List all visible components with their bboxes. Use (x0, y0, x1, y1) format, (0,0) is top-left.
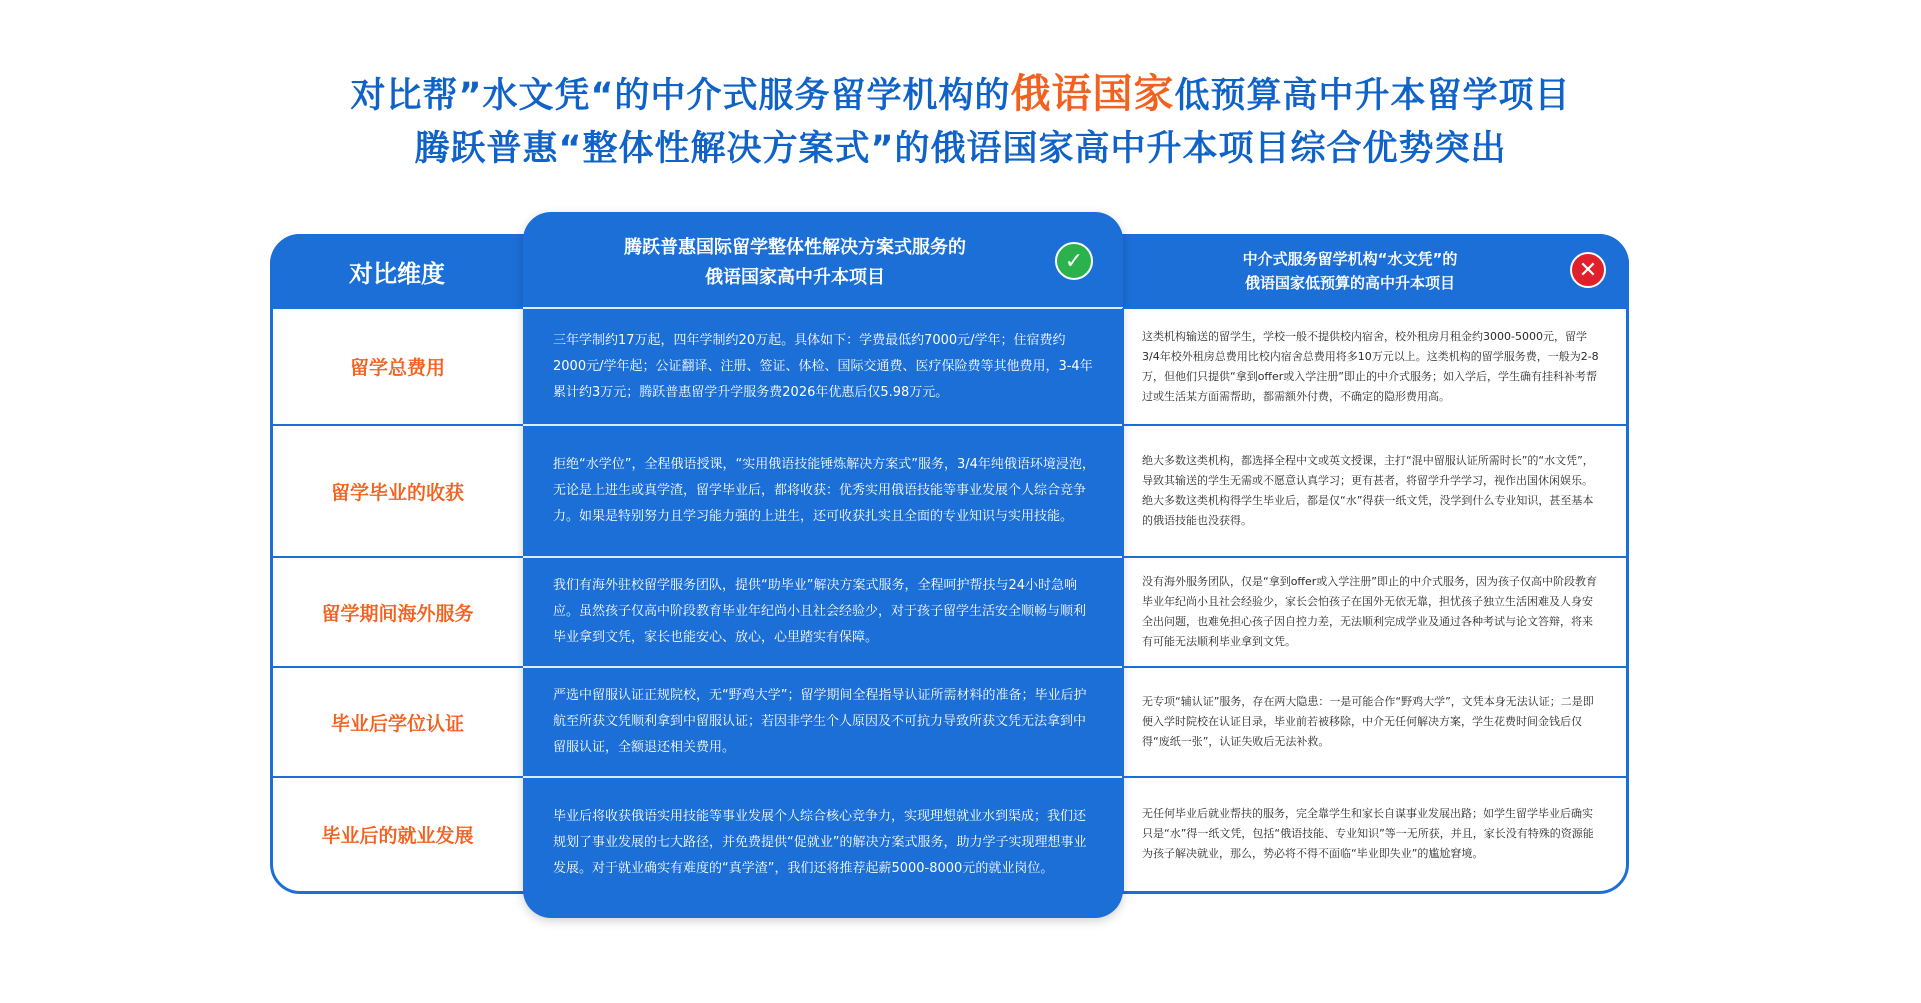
competitor-cell-text: 这类机构输送的留学生，学校一般不提供校内宿舍，校外租房月租金约3000-5000元，留学3/4年校外租房总费用比校内宿舍总费用将多10万元以上。这类机构的留学服务费，一般为2-8万，但他们只提供“拿到offer或入学注册”即止的中介式服务；如入学后，学生确有挂科补考帮过或生活某方面需帮助，都需额外付费，不确定的隐形费用高。 (1142, 329, 1599, 403)
competitor-cell-text: 无任何毕业后就业帮扶的服务，完全靠学生和家长自谋事业发展出路；如学生留学毕业后确实只是“水”得一纸文凭，包括“俄语技能、专业知识”等一无所获，并且，家长没有特殊的资源能为孩子解决就业，那么，势必将不得不面临“毕业即失业”的尴尬窘境。 (1142, 807, 1594, 860)
competitor-cell (1142, 778, 1602, 890)
tengyue-cell-text: 严选中留服认证正规院校，无“野鸡大学”；留学期间全程指导认证所需材料的准备；毕业后护航至所获文凭顺利拿到中留服认证；若因非学生个人原因及不可抗力导致所获文凭无法拿到中留服认证，全额退还相关费用。 (553, 688, 1087, 755)
tengyue-cell (553, 778, 1098, 908)
tengyue-cell (553, 426, 1098, 556)
dimension-cell: 留学毕业的收获 (330, 481, 464, 504)
dimension-cell: 留学总费用 (349, 357, 445, 379)
competitor-cell-text: 没有海外服务团队，仅是“拿到offer或入学注册”即止的中介式服务，因为孩子仅高中阶段教育毕业年纪尚小且社会经验少，家长会怕孩子在国外无依无靠，担忧孩子独立生活困难及人身安全出问题，也难免担心孩子因自控力差，无法顺利完成学业及通过各种考试与论文答辩，将来有可能无法顺利毕业拿到文凭。 (1142, 575, 1597, 648)
competitor-cell-text: 绝大多数这类机构，都选择全程中文或英文授课，主打“混中留服认证所需时长”的“水文凭”，导致其输送的学生无需或不愿意认真学习；更有甚者，将留学升学学习，视作出国休闲娱乐。绝大多数这类机构得学生毕业后，都是仅“水”得获一纸文凭，没学到什么专业知识，甚至基本的俄语技能也没获得。 (1142, 454, 1594, 527)
title-line1-post: 低预算高中升本留学项目 (1174, 76, 1571, 116)
check-circle-icon: ✓ (1055, 242, 1093, 280)
page-title-line1 (0, 62, 1921, 119)
competitor-cell-text: 无专项“辅认证”服务，存在两大隐患：一是可能合作“野鸡大学”，文凭本身无法认证；二是即便入学时院校在认证目录，毕业前若被移除，中介无任何解决方案，学生花费时间金钱后仅得“废纸一张”，认证失败后无法补救。 (1142, 695, 1594, 748)
competitor-cell (1142, 668, 1602, 776)
competitor-cell (1142, 309, 1602, 424)
cross-circle-icon: ✕ (1570, 252, 1606, 288)
column-divider (1122, 308, 1124, 892)
tengyue-cell-text: 拒绝“水学位”，全程俄语授课，“实用俄语技能锤炼解决方案式”服务，3/4年纯俄语环境浸泡，无论是上进生或真学渣，留学毕业后，都将收获：优秀实用俄语技能等事业发展个人综合竞争力。如果是特别努力且学习能力强的上进生，还可收获扎实且全面的专业知识与实用技能。 (553, 457, 1095, 524)
header-competitor-text: 中介式服务留学机构“水文凭”的 俄语国家低预算的高中升本项目 (1242, 250, 1458, 292)
title-line1-pre: 对比帮”水文凭“的中介式服务留学机构的 (350, 76, 1011, 116)
title-line1-highlight: 俄语国家 (1010, 71, 1175, 117)
competitor-cell (1142, 426, 1602, 556)
tengyue-cell-text: 我们有海外驻校留学服务团队，提供“助毕业”解决方案式服务，全程呵护帮扶与24小时急响应。虽然孩子仅高中阶段教育毕业年纪尚小且社会经验少，对于孩子留学生活安全顺畅与顺利毕业拿到文凭，家长也能安心、放心，心里踏实有保障。 (553, 578, 1087, 645)
dimension-cell: 毕业后学位认证 (330, 712, 464, 735)
competitor-cell (1142, 558, 1602, 666)
page-title-line2: 腾跃普惠“整体性解决方案式”的俄语国家高中升本项目综合优势突出 (414, 129, 1507, 169)
dimension-cell: 毕业后的就业发展 (321, 824, 474, 847)
header-tengyue (560, 226, 1030, 300)
tengyue-cell (553, 558, 1098, 666)
header-dimension: 对比维度 (349, 259, 445, 288)
tengyue-cell-text: 三年学制约17万起，四年学制约20万起。具体如下：学费最低约7000元/学年；住宿费约2000元/学年起；公证翻译、注册、签证、体检、国际交通费、医疗保险费等其他费用，3-4年累计约3万元；腾跃普惠留学升学服务费2026年优惠后仅5.98万元。 (553, 332, 1093, 400)
header-competitor (1130, 234, 1570, 308)
dimension-cell: 留学期间海外服务 (321, 602, 474, 625)
tengyue-cell (553, 668, 1098, 776)
tengyue-cell (553, 309, 1098, 424)
tengyue-cell-text: 毕业后将收获俄语实用技能等事业发展个人综合核心竞争力，实现理想就业水到渠成；我们还规划了事业发展的七大路径，并免费提供“促就业”的解决方案式服务，助力学子实现理想事业发展。对于就业确实有难度的“真学渣”，我们还将推荐起薪5000-8000元的就业岗位。 (553, 809, 1087, 876)
header-tengyue-text: 腾跃普惠国际留学整体性解决方案式服务的 俄语国家高中升本项目 (624, 237, 966, 288)
